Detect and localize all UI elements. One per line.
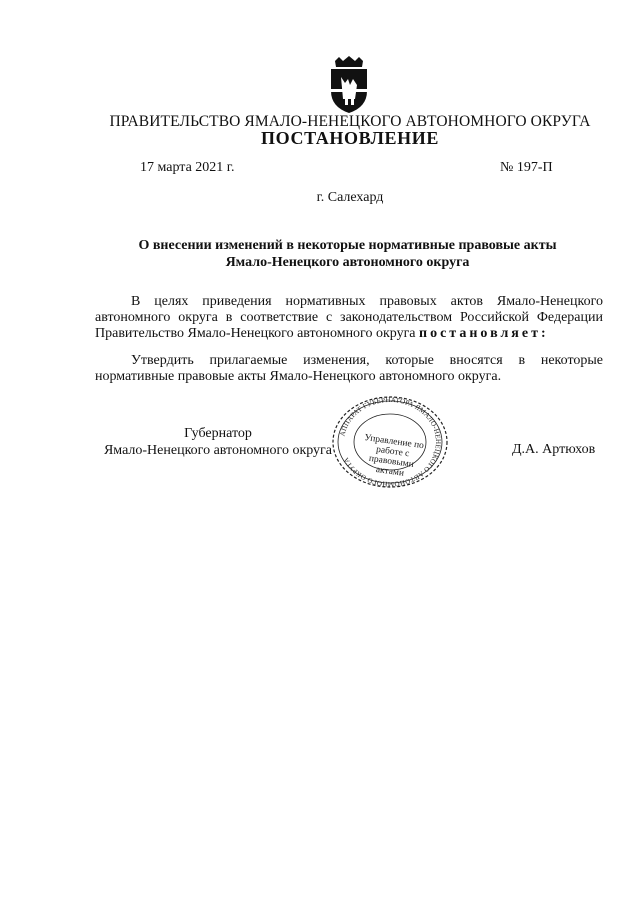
document-title [90, 237, 605, 271]
decree-word: постановляет: [419, 326, 549, 341]
signatory-position-line: Губернатор [184, 426, 252, 441]
stamp-inner-text: Управление по работе с правовыми актами [363, 433, 425, 479]
body-paragraph-preamble [95, 294, 603, 342]
preamble-text: В целях приведения нормативных правовых актов Ямало-Ненецкого автономного округа в соответствие с законодательством Российской Федерации Правительство Ямало-Ненецкого автономного округа [95, 294, 603, 341]
document-type-heading: ПОСТАНОВЛЕНИЕ [261, 128, 439, 148]
signatory-position [93, 425, 343, 459]
organization-name: ПРАВИТЕЛЬСТВО ЯМАЛО-НЕНЕЦКОГО АВТОНОМНОГО ОКРУГА [109, 113, 591, 130]
document-title-line: О внесении изменений в некоторые нормативные правовые акты [138, 238, 557, 253]
document-place: г. Салехард [316, 190, 384, 205]
document-number: № 197-П [500, 160, 553, 175]
document-title-line: Ямало-Ненецкого автономного округа [225, 255, 470, 270]
signatory-position-line: Ямало-Ненецкого автономного округа [103, 443, 333, 458]
coat-of-arms-emblem-icon [325, 55, 373, 115]
body-paragraph-resolution: Утвердить прилагаемые изменения, которые вносятся в некоторые нормативные правовые акты Ямало-Ненецкого автономного округа. [95, 353, 603, 384]
stamp-ring-text: АППАРАТ ГУБЕРНАТОРА ЯМАЛО-НЕНЕЦКОГО АВТОНОМНОГО ОКРУГА [338, 395, 443, 489]
signatory-name: Д.А. Артюхов [512, 442, 596, 457]
document-date: 17 марта 2021 г. [140, 160, 235, 175]
